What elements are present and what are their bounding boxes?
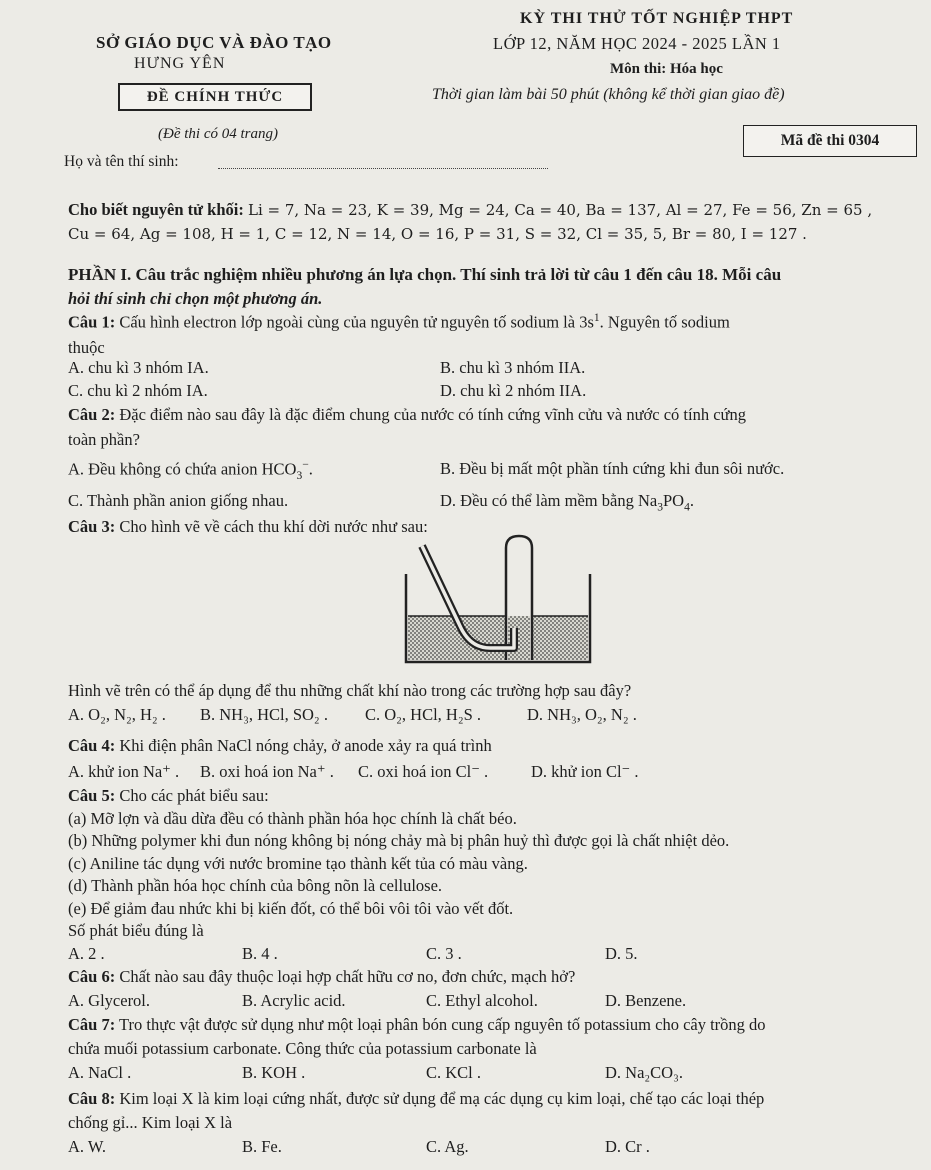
- q5-stem: [68, 786, 269, 806]
- q1-stem: [68, 312, 730, 333]
- q6-number: Câu 6:: [68, 967, 116, 986]
- gas-collection-diagram: [400, 530, 600, 670]
- exam-code-box: Mã đề thi 0304: [743, 125, 917, 157]
- atomic-masses-line2: Cu = 64, Ag = 108, H = 1, C = 12, N = 14, O = 16, P = 31, S = 32, Cl = 35, 5, Br = 80, I = 127 .: [68, 225, 807, 243]
- q2-option-d-s1: 3: [657, 501, 663, 514]
- q2-stem: [68, 405, 746, 425]
- q2-option-d-f2: PO: [662, 491, 685, 510]
- q5-option-d[interactable]: D. 5.: [605, 944, 638, 963]
- q6-option-d[interactable]: D. Benzene.: [605, 991, 687, 1010]
- q5-option-b[interactable]: B. 4 .: [242, 944, 278, 963]
- q5-statement-c: (c) Aniline tác dụng với nước bromine tạo thành kết tủa có màu vàng.: [68, 854, 528, 873]
- q2-option-a-sub: 3: [296, 469, 303, 482]
- q5-option-c[interactable]: C. 3 .: [426, 944, 462, 963]
- q7-stem: [68, 1015, 766, 1035]
- student-name-label: Họ và tên thí sinh:: [64, 153, 179, 170]
- q8-option-a[interactable]: A. W.: [68, 1137, 107, 1156]
- q8-option-d[interactable]: D. Cr .: [605, 1137, 650, 1156]
- q3-stem: [68, 517, 428, 537]
- part1-instructions-line2: hỏi thí sinh chỉ chọn một phương án.: [68, 289, 323, 308]
- q3-follow-up: Hình vẽ trên có thể áp dụng để thu những chất khí nào trong các trường hợp sau đây?: [68, 681, 632, 700]
- exam-subject: Môn thi: Hóa học: [610, 61, 723, 77]
- exam-time-note: Thời gian làm bài 50 phút (không kể thời gian giao đề): [432, 86, 785, 103]
- q5-statement-e: (e) Để giảm đau nhức khi bị kiến đốt, có thể bôi vôi tôi vào vết đốt.: [68, 899, 514, 918]
- q3-option-d[interactable]: D. NH₃, O₂, N₂ .: [527, 705, 637, 724]
- official-label: ĐỀ CHÍNH THỨC: [118, 83, 312, 111]
- q2-option-d-post: .: [689, 491, 694, 510]
- q5-statement-a: (a) Mỡ lợn và dầu dừa đều có thành phần hóa học chính là chất béo.: [68, 809, 517, 828]
- q2-stem-cont: toàn phần?: [68, 430, 140, 449]
- q5-number: Câu 5:: [68, 786, 116, 805]
- q8-text: Kim loại X là kim loại cứng nhất, được sử dụng để mạ các dụng cụ kim loại, chế tạo các loại thép: [119, 1089, 765, 1108]
- q7-option-a[interactable]: A. NaCl .: [68, 1063, 132, 1082]
- q4-option-b[interactable]: B. oxi hoá ion Na⁺ .: [200, 762, 334, 781]
- q2-option-d[interactable]: [440, 491, 694, 513]
- q3-number: Câu 3:: [68, 517, 116, 536]
- q5-statement-d: (d) Thành phần hóa học chính của bông nõn là cellulose.: [68, 876, 443, 895]
- q5-option-a[interactable]: A. 2 .: [68, 944, 105, 963]
- q5-statement-b: (b) Những polymer khi đun nóng không bị nóng chảy mà bị phân huỷ thì được gọi là chất nhiệt dẻo.: [68, 831, 730, 850]
- water-level: [408, 616, 588, 660]
- atomic-masses-line1: [68, 200, 872, 220]
- exam-title: KỲ THI THỬ TỐT NGHIỆP THPT: [520, 10, 794, 27]
- q7-option-c[interactable]: C. KCl .: [426, 1063, 482, 1082]
- q5-ask: Số phát biểu đúng là: [68, 921, 204, 940]
- student-name-field[interactable]: [218, 152, 548, 169]
- q2-number: Câu 2:: [68, 405, 116, 424]
- q1-text-b: . Nguyên tố sodium: [599, 312, 730, 332]
- q1-option-b[interactable]: B. chu kì 3 nhóm IIA.: [440, 358, 586, 377]
- q7-text: Tro thực vật được sử dụng như một loại phân bón cung cấp nguyên tố potassium cho cây trồng do: [119, 1015, 766, 1034]
- q7-stem-cont: chứa muối potassium carbonate. Công thức của potassium carbonate là: [68, 1039, 537, 1058]
- q8-option-b[interactable]: B. Fe.: [242, 1137, 282, 1156]
- q6-option-b[interactable]: B. Acrylic acid.: [242, 991, 346, 1010]
- q2-option-a-text: A. Đều không có chứa anion: [68, 459, 258, 479]
- q2-option-a[interactable]: [68, 459, 313, 482]
- q4-number: Câu 4:: [68, 736, 116, 755]
- q3-option-c[interactable]: C. O₂, HCl, H₂S .: [365, 705, 482, 724]
- q2-option-d-s2: 4: [684, 501, 690, 514]
- q6-option-c[interactable]: C. Ethyl alcohol.: [426, 991, 538, 1010]
- q3-text: Cho hình vẽ về cách thu khí dời nước như sau:: [119, 517, 428, 536]
- pages-note: (Đề thi có 04 trang): [158, 126, 278, 142]
- q2-option-a-ion: HCO: [261, 459, 297, 479]
- q4-option-a[interactable]: A. khử ion Na⁺ .: [68, 762, 180, 781]
- q1-stem-cont: thuộc: [68, 338, 105, 357]
- q1-option-a[interactable]: A. chu kì 3 nhóm IA.: [68, 358, 209, 377]
- q2-option-c[interactable]: C. Thành phần anion giống nhau.: [68, 491, 289, 510]
- q2-text: Đặc điểm nào sau đây là đặc điểm chung của nước có tính cứng vĩnh cửu và nước có tính cứng: [119, 405, 746, 424]
- part1-instructions-line1: PHẦN I. Câu trắc nghiệm nhiều phương án lựa chọn. Thí sinh trả lời từ câu 1 đến câu 18. Mỗi câu: [68, 265, 782, 284]
- atomic-masses-values1: Li = 7, Na = 23, K = 39, Mg = 24, Ca = 40, Ba = 137, Al = 27, Fe = 56, Zn = 65 ,: [247, 201, 873, 219]
- q2-option-a-post: .: [308, 459, 313, 479]
- department-name: SỞ GIÁO DỤC VÀ ĐÀO TẠO: [96, 33, 332, 52]
- q2-option-a-sup: −: [302, 459, 309, 471]
- q4-stem: [68, 736, 492, 756]
- q8-option-c[interactable]: C. Ag.: [426, 1137, 469, 1156]
- q1-option-c[interactable]: C. chu kì 2 nhóm IA.: [68, 381, 208, 400]
- q1-number: Câu 1:: [68, 312, 116, 332]
- q7-option-b[interactable]: B. KOH .: [242, 1063, 306, 1082]
- q2-option-d-text: D. Đều có thể làm mềm bằng: [440, 491, 634, 510]
- q3-option-a[interactable]: A. O₂, N₂, H₂ .: [68, 705, 166, 724]
- q7-option-d[interactable]: D. Na₂CO₃.: [605, 1063, 683, 1082]
- q8-stem: [68, 1089, 764, 1109]
- q3-option-b[interactable]: B. NH₃, HCl, SO₂ .: [200, 705, 328, 724]
- q5-text: Cho các phát biểu sau:: [119, 786, 269, 805]
- q8-stem-cont: chống gỉ... Kim loại X là: [68, 1113, 233, 1132]
- q4-option-d[interactable]: D. khử ion Cl⁻ .: [531, 762, 639, 781]
- q2-option-d-f1: Na: [637, 491, 658, 510]
- q7-number: Câu 7:: [68, 1015, 116, 1034]
- q4-text: Khi điện phân NaCl nóng chảy, ở anode xảy ra quá trình: [119, 736, 492, 755]
- q8-number: Câu 8:: [68, 1089, 116, 1108]
- atomic-masses-intro: Cho biết nguyên tử khối:: [68, 200, 244, 219]
- q6-option-a[interactable]: A. Glycerol.: [68, 991, 151, 1010]
- q2-option-b[interactable]: B. Đều bị mất một phần tính cứng khi đun sôi nước.: [440, 459, 785, 478]
- q6-stem: [68, 967, 575, 987]
- department-province: HƯNG YÊN: [134, 55, 226, 72]
- q6-text: Chất nào sau đây thuộc loại hợp chất hữu cơ no, đơn chức, mạch hở?: [119, 967, 576, 986]
- q1-config: 3s: [579, 312, 594, 332]
- q1-option-d[interactable]: D. chu kì 2 nhóm IIA.: [440, 381, 587, 400]
- q1-config-sup: 1: [593, 312, 600, 324]
- exam-grade: LỚP 12, NĂM HỌC 2024 - 2025 LẦN 1: [493, 34, 781, 53]
- q4-option-c[interactable]: C. oxi hoá ion Cl⁻ .: [358, 762, 489, 781]
- q1-text: Cấu hình electron lớp ngoài cùng của nguyên tử nguyên tố sodium là: [119, 312, 576, 332]
